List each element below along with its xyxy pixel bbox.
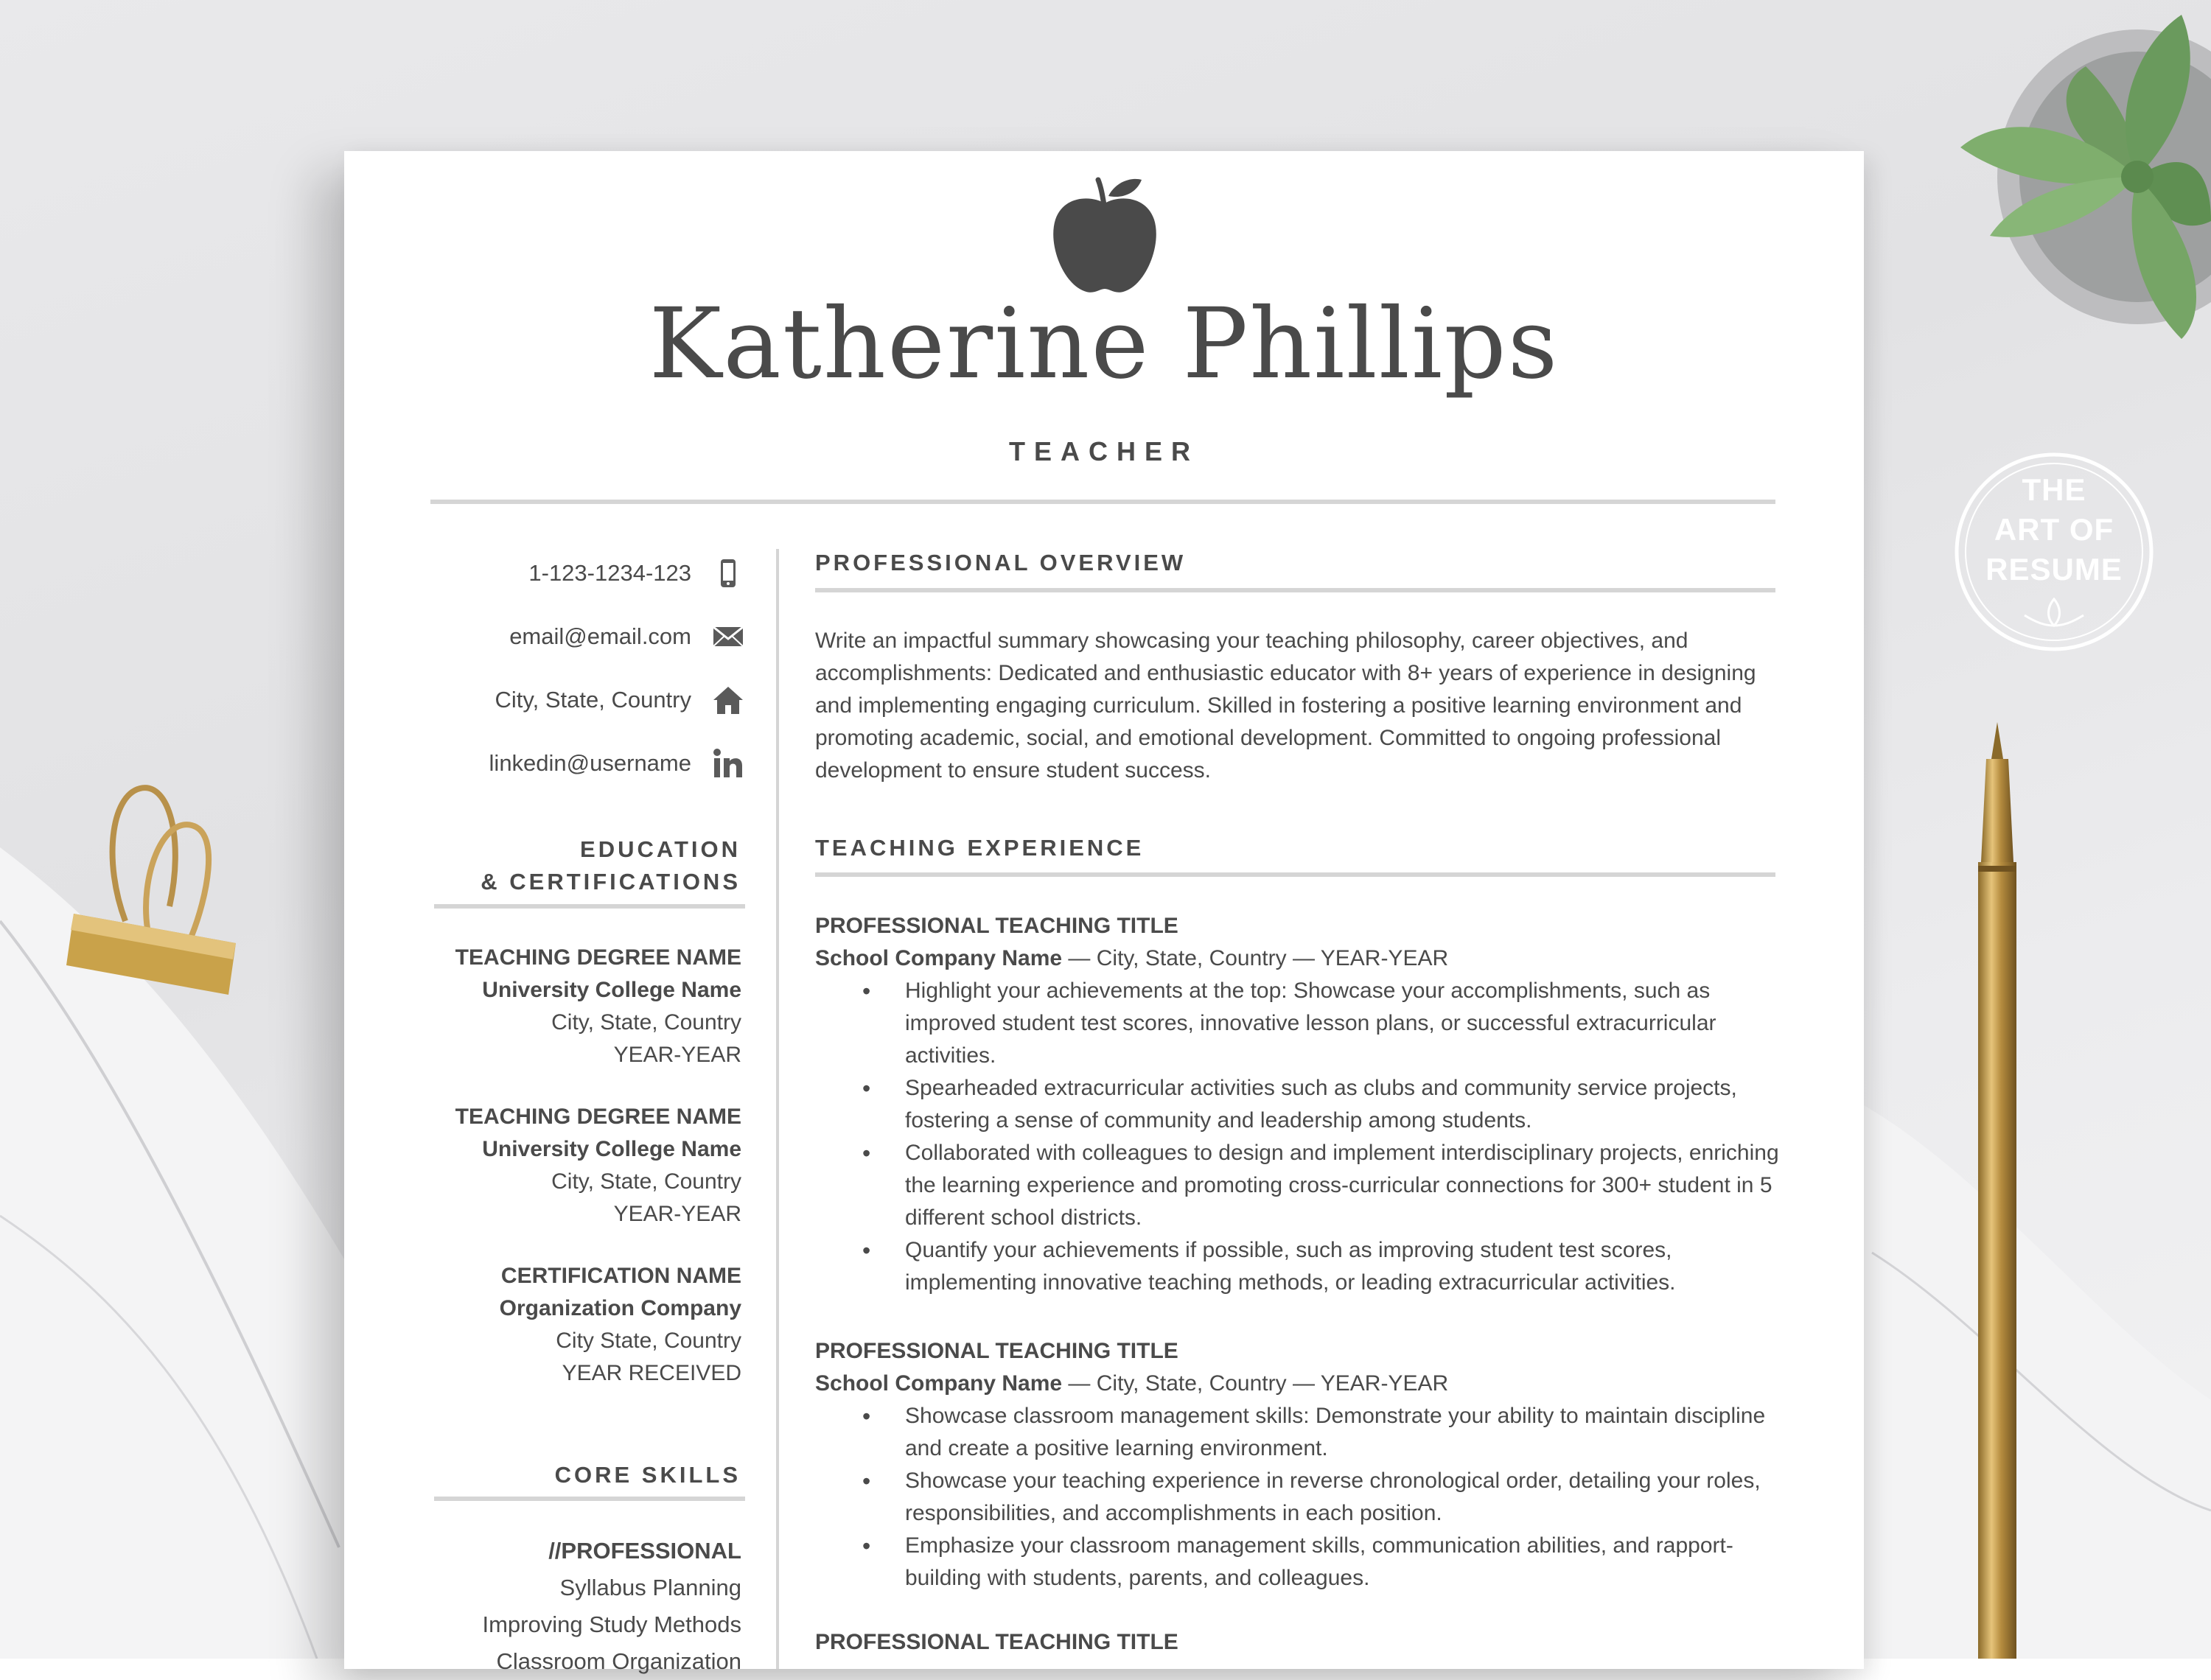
skills-heading: CORE SKILLS	[554, 1462, 741, 1488]
job-title: PROFESSIONAL TEACHING TITLE	[815, 1339, 1178, 1363]
contact-email	[413, 616, 744, 660]
job-title: PROFESSIONAL TEACHING TITLE	[815, 1630, 1178, 1654]
home-icon	[712, 684, 744, 716]
job-meta: — City, State, Country — YEAR-YEAR	[1062, 1371, 1449, 1396]
job-bullet: • Highlight your achievements at the top: Showcase your accomplishments, such as improved student test scores, innovative lesson plans, or successful extracurricular activities.	[905, 975, 1781, 1072]
resume-name: Katherine Phillips	[649, 287, 1559, 401]
education-entry	[455, 1101, 741, 1231]
skills-list	[482, 1533, 741, 1680]
overview-divider	[815, 588, 1775, 592]
job-meta: — City, State, Country — YEAR-YEAR	[1062, 946, 1449, 970]
contact-phone	[413, 553, 744, 597]
skill-item: Classroom Organization	[496, 1648, 741, 1674]
header-divider	[430, 500, 1775, 504]
job-company-line	[815, 942, 1781, 975]
education-heading-line1: EDUCATION	[580, 836, 741, 862]
skills-group-label: //PROFESSIONAL	[548, 1538, 741, 1564]
experience-heading: TEACHING EXPERIENCE	[815, 835, 1145, 861]
skill-item: Improving Study Methods	[482, 1611, 741, 1637]
job-company: School Company Name	[815, 1371, 1063, 1396]
certification-name: CERTIFICATION NAME	[500, 1264, 741, 1288]
skills-divider	[434, 1497, 745, 1501]
resume-title: TEACHER	[1008, 436, 1199, 466]
experience-divider	[815, 872, 1775, 877]
school-location: City, State, Country	[551, 1169, 741, 1194]
contact-location	[413, 679, 744, 724]
succulent-plant-image	[1916, 0, 2211, 413]
overview-text: Write an impactful summary showcasing your teaching philosophy, career objectives, and accomplishments: Dedicated and enthusiastic educator with 8+ years of experience in designing and implementing engaging curriculum. Skilled in fostering a positive learning environment and promoting academic, social, and emotional development. Committed to ongoing professional development to ensure student success.	[815, 629, 1756, 783]
education-divider	[434, 904, 745, 909]
logo-text-line2: ART OF	[1994, 512, 2114, 547]
job-bullet: • Showcase classroom management skills: Demonstrate your ability to maintain discipline and create a positive learning environment.	[905, 1400, 1781, 1465]
logo-text-line1: THE	[2022, 472, 2086, 507]
education-heading-line2: & CERTIFICATIONS	[481, 869, 741, 895]
contact-email-text: email@email.com	[509, 623, 691, 649]
job-bullet: • Spearheaded extracurricular activities such as clubs and community service projects, fostering a sense of community and leadership among students.	[905, 1072, 1781, 1137]
job-entry	[815, 910, 1781, 1299]
degree-name: TEACHING DEGREE NAME	[455, 945, 741, 970]
job-bullet: • Emphasize your classroom management skills, communication abilities, and rapport-building with students, parents, and colleagues.	[905, 1530, 1781, 1595]
job-bullets	[815, 975, 1781, 1299]
apple-icon	[1049, 175, 1160, 297]
education-entry	[455, 942, 741, 1071]
contact-linkedin-text: linkedin@username	[489, 750, 691, 776]
skill-item: Syllabus Planning	[559, 1575, 741, 1600]
job-company: School Company Name	[815, 946, 1063, 970]
job-company-line	[815, 1368, 1781, 1400]
education-heading	[481, 833, 741, 898]
column-divider	[776, 549, 779, 1669]
school-years: YEAR-YEAR	[613, 1202, 741, 1226]
contact-location-text: City, State, Country	[495, 687, 691, 713]
job-bullets	[815, 1400, 1781, 1595]
job-bullet: • Collaborated with colleagues to design and implement interdisciplinary projects, enriching the learning experience and promoting cross-curricular connections for 300+ student in 5 different school districts.	[905, 1137, 1781, 1234]
linkedin-icon	[712, 747, 744, 780]
organization-name: Organization Company	[499, 1296, 741, 1320]
job-bullet: • Showcase your teaching experience in reverse chronological order, detailing your roles, responsibilities, and accomplishments in each position.	[905, 1465, 1781, 1530]
job-title: PROFESSIONAL TEACHING TITLE	[815, 914, 1178, 938]
job-bullet: • Quantify your achievements if possible, such as improving student test scores, implementing innovative teaching methods, or leading extracurricular activities.	[905, 1234, 1781, 1299]
logo-text-line3: RESUME	[1985, 552, 2123, 587]
job-entry	[815, 1626, 1781, 1659]
school-name: University College Name	[482, 978, 741, 1002]
degree-name: TEACHING DEGREE NAME	[455, 1105, 741, 1129]
contact-phone-text: 1-123-1234-123	[528, 560, 691, 586]
organization-location: City State, Country	[556, 1329, 741, 1353]
binder-clip-image	[59, 774, 251, 995]
school-location: City, State, Country	[551, 1010, 741, 1035]
envelope-icon	[712, 620, 744, 653]
certification-entry	[500, 1260, 741, 1390]
phone-icon	[712, 557, 744, 589]
gold-pen-image	[1946, 715, 2049, 1659]
certification-year: YEAR RECEIVED	[562, 1361, 741, 1385]
school-years: YEAR-YEAR	[613, 1043, 741, 1067]
contact-linkedin	[413, 743, 744, 787]
overview-heading: PROFESSIONAL OVERVIEW	[815, 550, 1187, 575]
school-name: University College Name	[482, 1137, 741, 1161]
job-entry	[815, 1335, 1781, 1595]
